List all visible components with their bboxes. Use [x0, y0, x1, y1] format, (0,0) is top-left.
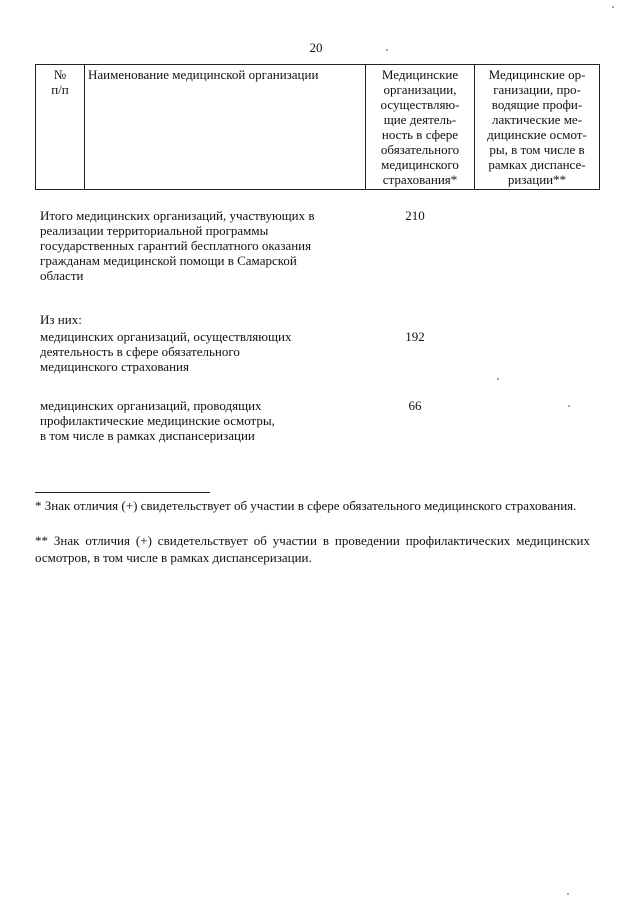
footnote-oms: * Знак отличия (+) свидетельствует об участии в сфере обязательного медицинского страхования.: [35, 498, 577, 513]
column-header-number: [36, 65, 85, 190]
summary-prevention-value: 66: [408, 398, 422, 413]
scan-speck: [497, 378, 499, 380]
scan-speck: [568, 405, 570, 407]
summary-oms-value: 192: [405, 329, 425, 344]
summary-total-label: Итого медицинских организаций, участвующих в реализации территориальной программы государственных гарантий бесплатного оказания гражданам медицинской помощи в Самарской области: [40, 208, 315, 283]
page-number: 20: [309, 40, 323, 55]
column-header-number-text: № п/п: [51, 67, 69, 97]
scan-speck: [386, 49, 388, 51]
summary-of-them-label: Из них:: [40, 312, 82, 327]
summary-prevention-label: медицинских организаций, проводящих профилактические медицинские осмотры, в том числе в рамках диспансеризации: [40, 398, 275, 443]
column-header-name-text: Наименование медицинской организации: [88, 67, 319, 82]
organizations-table-header: [35, 64, 600, 190]
footnote-separator: [35, 492, 210, 493]
scan-speck: [612, 6, 614, 8]
footnote-prevention: ** Знак отличия (+) свидетельствует об участии в проведении профилактических медицинских осмотров, в том числе в рамках диспансеризации.: [35, 533, 590, 565]
column-header-prevention: [475, 65, 600, 190]
column-header-oms-text: Медицинские организации, осуществляю- щие деятель- ность в сфере обязательного медицинского страхования*: [380, 67, 460, 187]
table-header-row: [36, 65, 600, 190]
summary-total-value: 210: [405, 208, 425, 223]
scan-speck: [567, 893, 569, 895]
summary-oms-label: медицинских организаций, осуществляющих деятельность в сфере обязательного медицинского страхования: [40, 329, 292, 374]
column-header-name: [85, 65, 366, 190]
column-header-prevention-text: Медицинские ор- ганизации, про- водящие профи- лактические ме- дицинские осмот- ры, в том числе в рамках диспансе- ризации**: [487, 67, 587, 187]
column-header-oms: [366, 65, 475, 190]
